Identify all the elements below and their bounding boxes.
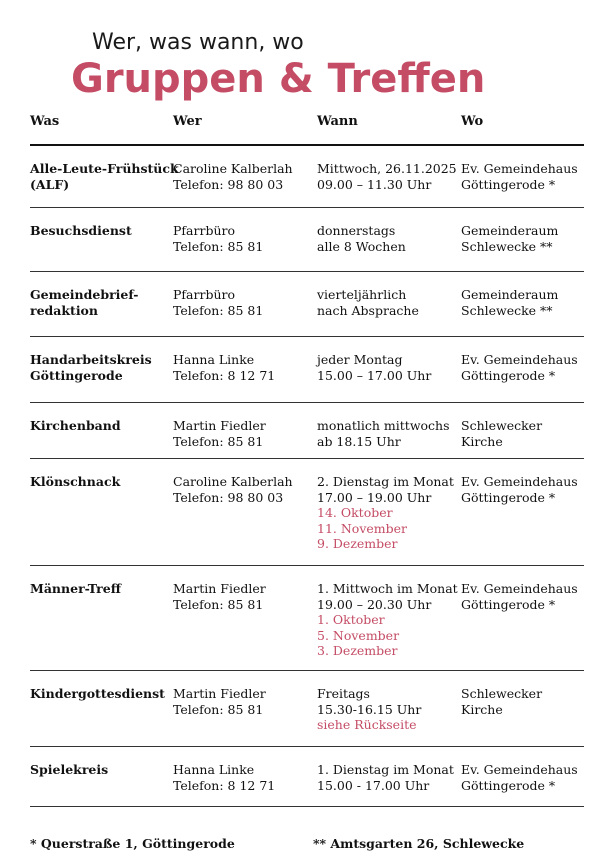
cell-wer-line: Telefon: 85 81	[173, 433, 264, 449]
cell-wann-line: 15.00 – 17.00 Uhr	[317, 367, 432, 383]
cell-was-line: (ALF)	[30, 176, 70, 192]
cell-wo-line: Ev. Gemeindehaus	[461, 581, 578, 596]
cell-wann-line: donnerstags	[317, 223, 396, 238]
table-row	[30, 272, 584, 337]
cell-wer	[173, 287, 317, 336]
cell-wer-line: Telefon: 85 81	[173, 596, 264, 612]
cell-wann	[317, 161, 461, 207]
cell-wo-line: Ev. Gemeindehaus	[461, 161, 578, 176]
cell-wann-line: 15.00 - 17.00 Uhr	[317, 777, 430, 793]
cell-wer-line: Hanna Linke	[173, 762, 255, 777]
cell-wann-line: 2. Dienstag im Monat	[317, 474, 454, 489]
cell-wann-date: 9. Dezember	[317, 536, 398, 551]
table-row	[30, 747, 584, 807]
cell-wer-line: Hanna Linke	[173, 352, 255, 367]
cell-wann-line: 17.00 – 19.00 Uhr	[317, 489, 432, 505]
cell-wo-line: Kirche	[461, 433, 503, 449]
cell-wann-line: nach Absprache	[317, 302, 419, 318]
cell-wer-line: Telefon: 98 80 03	[173, 176, 284, 192]
table-row	[30, 337, 584, 403]
cell-wann-line: 09.00 – 11.30 Uhr	[317, 176, 432, 192]
cell-wann-date: 1. Oktober	[317, 612, 385, 627]
schedule-table	[30, 112, 584, 807]
cell-wo-line: Ev. Gemeindehaus	[461, 474, 578, 489]
cell-was-line: Kirchenband	[30, 418, 121, 433]
cell-wo	[461, 223, 584, 271]
column-header-wann: Wann	[317, 114, 358, 129]
cell-wann	[317, 581, 461, 670]
table-body	[30, 146, 584, 807]
cell-was-line: Gemeindebrief-	[30, 287, 139, 302]
cell-wo	[461, 418, 584, 458]
cell-wann-date: 14. Oktober	[317, 505, 393, 520]
cell-wo-line: Schlewecker	[461, 418, 543, 433]
cell-wo-line: Ev. Gemeindehaus	[461, 352, 578, 367]
cell-wo	[461, 762, 584, 806]
footnote-single-star: * Querstraße 1, Göttingerode	[30, 836, 235, 851]
cell-wann-date: 3. Dezember	[317, 643, 398, 658]
column-header-was: Was	[30, 114, 60, 129]
cell-was-line: Spielekreis	[30, 762, 109, 777]
page-subtitle: Wer, was wann, wo	[92, 30, 304, 55]
cell-wer-line: Caroline Kalberlah	[173, 161, 293, 176]
footnote-double-star: ** Amtsgarten 26, Schlewecke	[313, 836, 525, 851]
cell-wo	[461, 686, 584, 746]
column-header-wer: Wer	[173, 114, 202, 129]
table-row	[30, 459, 584, 566]
cell-wer-line: Telefon: 8 12 71	[173, 777, 276, 793]
cell-wer	[173, 223, 317, 271]
cell-was-line: Klönschnack	[30, 474, 121, 489]
cell-wer-line: Telefon: 85 81	[173, 302, 264, 318]
cell-wer-line: Telefon: 85 81	[173, 701, 264, 717]
cell-wann	[317, 352, 461, 402]
cell-wann	[317, 474, 461, 565]
cell-wo-line: Schlewecker	[461, 686, 543, 701]
cell-was	[30, 287, 173, 336]
table-row	[30, 146, 584, 208]
cell-wer	[173, 161, 317, 207]
cell-wer	[173, 686, 317, 746]
cell-wann-date: 5. November	[317, 627, 400, 643]
cell-was	[30, 581, 173, 670]
cell-wann-line: 15.30-16.15 Uhr	[317, 701, 422, 717]
cell-wo-line: Schlewecke **	[461, 238, 553, 254]
cell-wann-date: siehe Rückseite	[317, 717, 417, 732]
cell-wo-line: Göttingerode *	[461, 367, 556, 383]
cell-wo-line: Kirche	[461, 701, 503, 717]
cell-wer	[173, 581, 317, 670]
cell-wo-line: Göttingerode *	[461, 489, 556, 505]
cell-was-line: Besuchsdienst	[30, 223, 132, 238]
cell-wo-line: Ev. Gemeindehaus	[461, 762, 578, 777]
cell-wer-line: Telefon: 98 80 03	[173, 489, 284, 505]
cell-wann-line: 1. Dienstag im Monat	[317, 762, 454, 777]
cell-wann-line: jeder Montag	[317, 352, 403, 367]
cell-wann-date: 11. November	[317, 520, 408, 536]
cell-was	[30, 686, 173, 746]
cell-wer-line: Martin Fiedler	[173, 686, 266, 701]
cell-wo	[461, 287, 584, 336]
cell-wer-line: Telefon: 8 12 71	[173, 367, 276, 383]
cell-wer-line: Pfarrbüro	[173, 223, 235, 238]
cell-wann	[317, 686, 461, 746]
table-row	[30, 208, 584, 272]
cell-wo-line: Göttingerode *	[461, 176, 556, 192]
cell-was	[30, 418, 173, 458]
cell-wann-line: alle 8 Wochen	[317, 238, 406, 254]
cell-wer	[173, 762, 317, 806]
cell-wo	[461, 474, 584, 565]
footnotes	[30, 836, 584, 854]
cell-was	[30, 161, 179, 207]
cell-wo-line: Gemeinderaum	[461, 223, 559, 238]
table-row	[30, 566, 584, 671]
cell-wann-line: 1. Mittwoch im Monat	[317, 581, 458, 596]
table-header-row	[30, 112, 584, 144]
cell-was-line: Handarbeitskreis	[30, 352, 152, 367]
cell-wer	[173, 474, 317, 565]
cell-wann-line: Mittwoch, 26.11.2025	[317, 161, 457, 176]
cell-wo-line: Göttingerode *	[461, 777, 556, 793]
cell-wer-line: Telefon: 85 81	[173, 238, 264, 254]
cell-wann-line: vierteljährlich	[317, 287, 407, 302]
cell-wo	[461, 581, 584, 670]
page-header	[0, 0, 613, 112]
cell-was-line: Kindergottesdienst	[30, 686, 165, 701]
cell-wann	[317, 418, 461, 458]
cell-was-line: Alle-Leute-Frühstück	[30, 161, 179, 176]
cell-was-line: Männer-Treff	[30, 581, 121, 596]
cell-was	[30, 474, 173, 565]
cell-wo	[461, 352, 584, 402]
cell-wer-line: Martin Fiedler	[173, 418, 266, 433]
cell-wann	[317, 223, 461, 271]
page-title: Gruppen & Treffen	[71, 56, 486, 102]
cell-wo	[461, 161, 584, 207]
table-row	[30, 671, 584, 747]
cell-wann	[317, 762, 461, 806]
cell-was	[30, 352, 173, 402]
cell-wann-line: Freitags	[317, 686, 370, 701]
cell-wer-line: Pfarrbüro	[173, 287, 235, 302]
cell-wer	[173, 418, 317, 458]
cell-wer-line: Martin Fiedler	[173, 581, 266, 596]
cell-wo-line: Schlewecke **	[461, 302, 553, 318]
cell-wann-line: monatlich mittwochs	[317, 418, 450, 433]
cell-wer-line: Caroline Kalberlah	[173, 474, 293, 489]
cell-wo-line: Göttingerode *	[461, 596, 556, 612]
cell-wann	[317, 287, 461, 336]
cell-wer	[173, 352, 317, 402]
cell-was	[30, 223, 173, 271]
cell-wo-line: Gemeinderaum	[461, 287, 559, 302]
cell-wann-line: ab 18.15 Uhr	[317, 433, 401, 449]
cell-wann-line: 19.00 – 20.30 Uhr	[317, 596, 432, 612]
cell-was-line: Göttingerode	[30, 367, 123, 383]
column-header-wo: Wo	[461, 114, 484, 129]
cell-was	[30, 762, 173, 806]
cell-was-line: redaktion	[30, 302, 98, 318]
table-row	[30, 403, 584, 459]
